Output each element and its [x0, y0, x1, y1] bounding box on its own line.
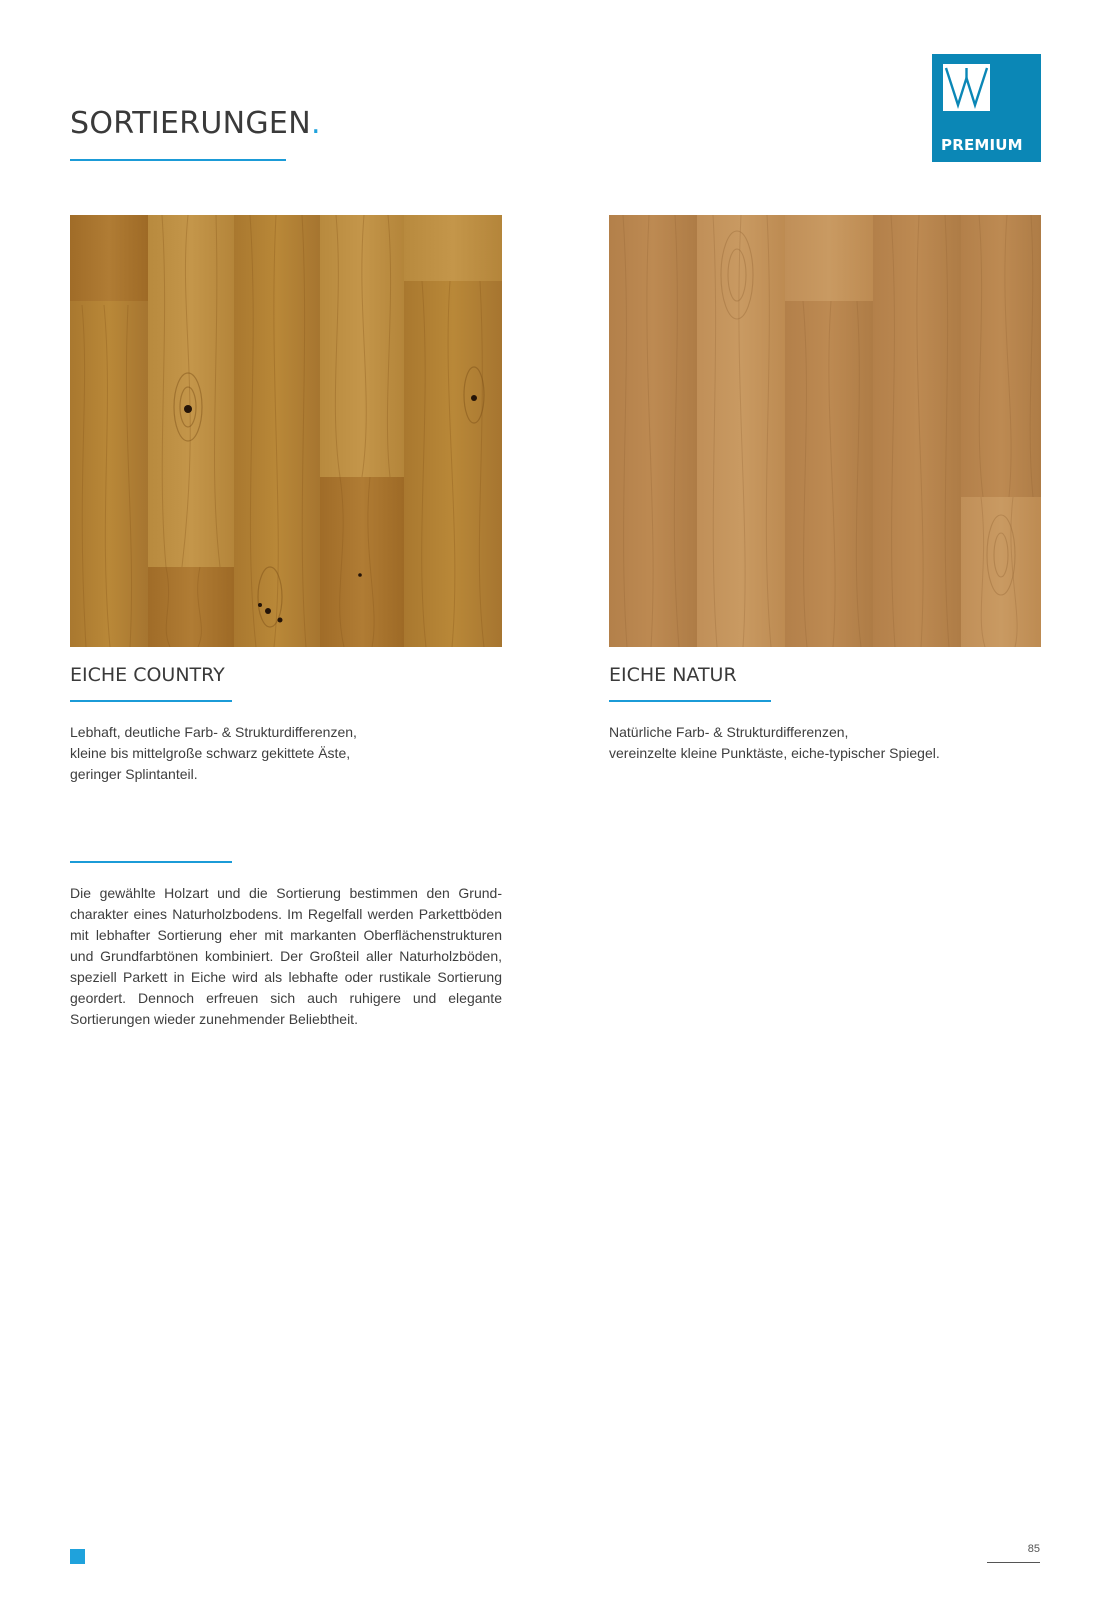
product-description-eiche-country: [70, 722, 357, 785]
description-line: vereinzelte kleine Punktäste, eiche-typischer Spiegel.: [609, 745, 940, 761]
title-underline: [70, 159, 286, 161]
description-line: geringer Splintanteil.: [70, 766, 198, 782]
description-line: Lebhaft, deutliche Farb- & Strukturdifferenzen,: [70, 724, 357, 740]
product-description-eiche-natur: [609, 722, 940, 764]
description-line: kleine bis mittelgroße schwarz gekittete Äste,: [70, 745, 351, 761]
page-title-dot: .: [310, 106, 321, 141]
logo-label: PREMIUM: [941, 136, 1023, 154]
wood-sample-eiche-natur: [609, 215, 1041, 647]
page-title: [70, 106, 321, 141]
body-text: Die gewählte Holzart und die Sortierung bestimmen den Grundcharakter eines Naturholzbodens. Im Regelfall werden Parkettböden mit lebhafter Sortierung eher mit markanten Oberflächenstrukturen und Grundfarbtönen kombiniert. Der Großteil aller Naturholzböden, speziell Parkett in Eiche wird als lebhafte oder rustikale Sortierung geordert. Dennoch erfreuen sich auch ruhigere und elegante Sortierungen wieder zunehmender Beliebtheit.: [70, 885, 502, 1027]
product-title-eiche-country: EICHE COUNTRY: [70, 664, 225, 686]
page-title-text: SORTIERUNGEN: [70, 106, 311, 141]
product-underline-eiche-natur: [609, 700, 771, 702]
wood-sample-eiche-country: [70, 215, 502, 647]
body-text-rule: [70, 861, 232, 863]
page-marker-square: [70, 1549, 85, 1564]
w-logo-icon: [943, 64, 990, 111]
premium-logo: [932, 54, 1041, 162]
page-number-rule: [987, 1562, 1040, 1563]
product-title-eiche-natur: EICHE NATUR: [609, 664, 737, 686]
product-underline-eiche-country: [70, 700, 232, 702]
page-number: 85: [1027, 1543, 1040, 1555]
description-line: Natürliche Farb- & Strukturdifferenzen,: [609, 724, 849, 740]
